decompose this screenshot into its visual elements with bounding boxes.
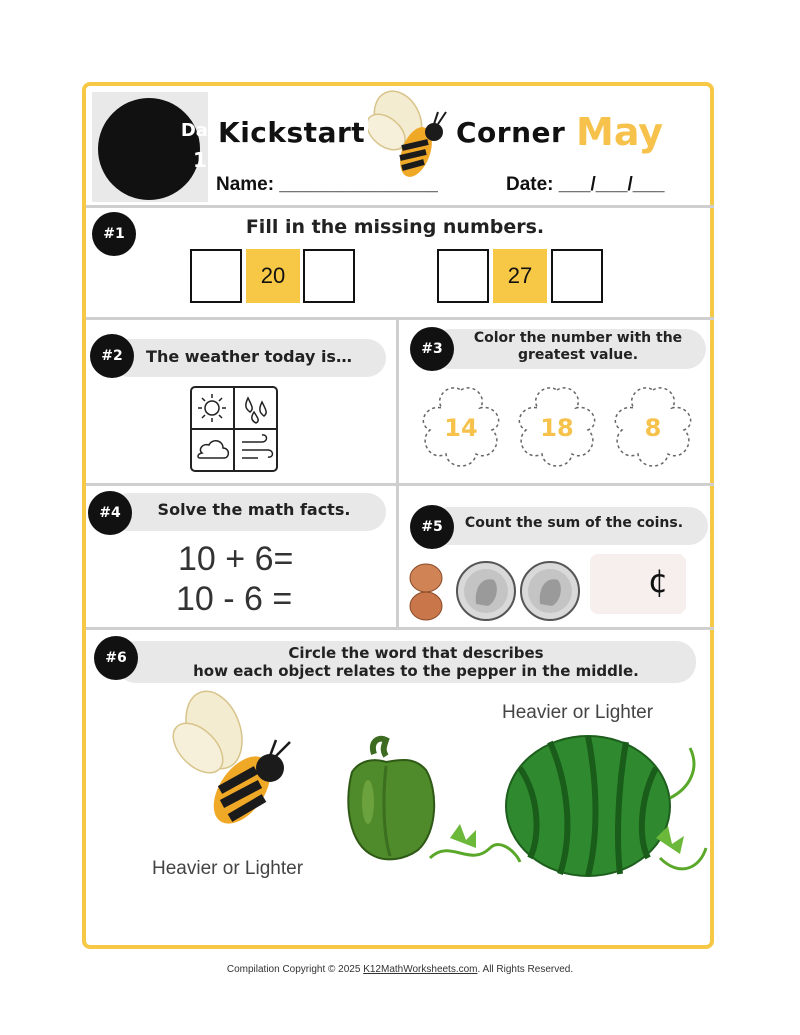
footer-text-after: . All Rights Reserved. [477,964,574,975]
day-number: 1 [193,148,207,172]
nickel-icon [521,562,579,620]
coin-answer-box[interactable] [590,554,686,614]
q2-prompt: The weather today is… [146,347,352,366]
q4-prompt: Solve the math facts. [157,500,351,519]
q3-badge: #3 [410,327,454,371]
math-fact-2: 10 - 6 = [176,580,293,618]
weather-grid [190,386,278,472]
q1-answer-box[interactable] [551,249,603,303]
name-field[interactable]: Name: _______________ [216,174,438,195]
q3-prompt-line2: greatest value. [517,347,639,363]
divider-header [86,205,714,208]
flower-number: 14 [444,414,478,442]
q6-prompt [146,644,686,680]
q1-given-number: 20 [246,249,300,303]
title-kickstart: Kickstart [218,116,366,149]
q3-prompt [452,330,704,364]
q5-prompt: Count the sum of the coins. [464,515,684,531]
penny-icon [410,564,442,620]
footer [0,964,800,975]
footer-link[interactable]: K12MathWorksheets.com [363,964,478,975]
q3-prompt-line1: Color the number with the [473,330,683,346]
month-label: May [576,110,664,154]
title-corner: Corner [456,116,566,149]
date-field[interactable]: Date: ___/___/___ [506,174,665,195]
q6-prompt-line2: how each object relates to the pepper in the middle. [193,662,639,680]
choice-watermelon[interactable]: Heavier or Lighter [502,702,654,723]
q6-badge: #6 [94,636,138,680]
footer-text-before: Compilation Copyright © 2025 [226,964,364,975]
divider-q4 [86,627,714,630]
q4-badge: #4 [88,491,132,535]
divider-vertical [396,319,399,627]
q1-answer-box[interactable] [190,249,242,303]
q1-prompt: Fill in the missing numbers. [245,216,545,238]
cents-sign: ¢ [648,562,669,600]
flower-number: 18 [540,414,574,442]
q2-badge: #2 [90,334,134,378]
watermelon-icon [420,728,710,888]
choice-bee[interactable]: Heavier or Lighter [152,858,304,879]
nickel-icon [457,562,515,620]
day-badge [98,98,220,200]
coins-group [404,558,584,624]
flower-number: 8 [644,414,662,442]
divider-q1 [86,317,714,320]
day-label: Day [180,120,220,141]
q5-badge: #5 [410,505,454,549]
math-fact-1: 10 + 6= [178,540,294,578]
q1-answer-box[interactable] [437,249,489,303]
q6-prompt-line1: Circle the word that describes [288,644,544,662]
q1-badge: #1 [92,212,136,256]
q1-given-number: 27 [493,249,547,303]
bee-icon [172,690,302,840]
divider-q2 [86,483,714,486]
q1-answer-box[interactable] [303,249,355,303]
